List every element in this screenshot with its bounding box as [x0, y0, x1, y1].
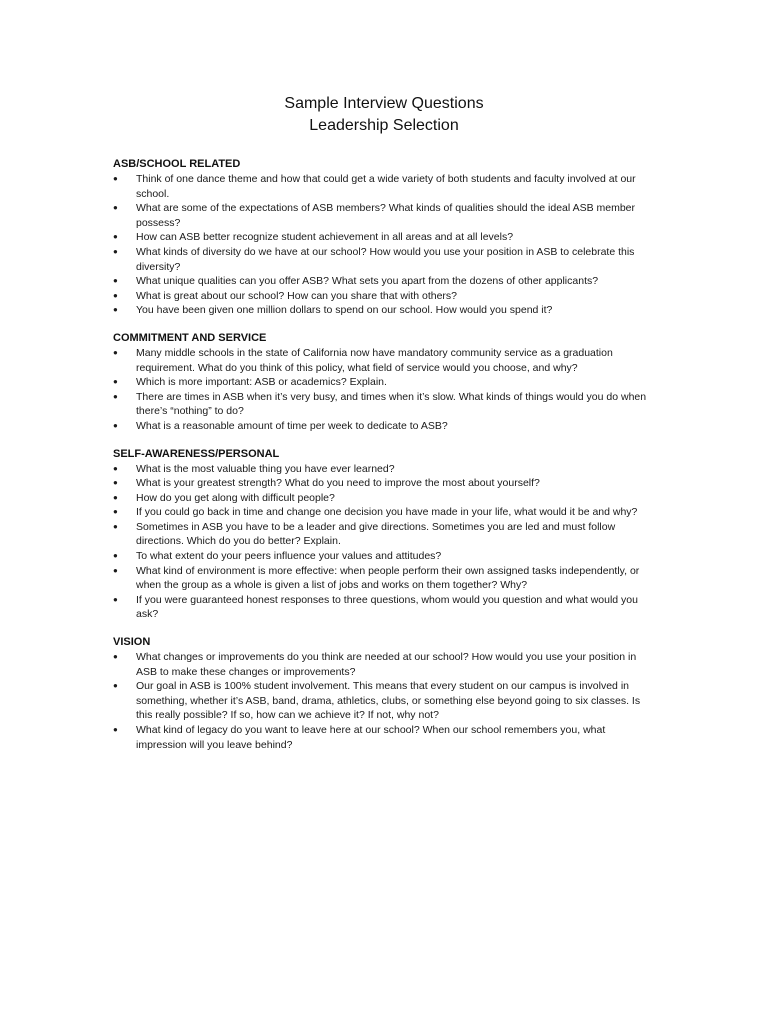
question-text: What is a reasonable amount of time per week to dedicate to ASB? — [136, 419, 448, 432]
question-text: What kind of legacy do you want to leave here at our school? When our school remembers you, what impression will you leave behind? — [136, 724, 606, 751]
question-text: Which is more important: ASB or academics? Explain. — [136, 376, 387, 389]
bullet-icon: ● — [113, 305, 118, 315]
question-text: How can ASB better recognize student achievement in all areas and at all levels? — [136, 231, 514, 244]
question-text: Many middle schools in the state of California now have mandatory community service as a graduation requirement. What do you think of this policy, what field of service would you choose, and why? — [136, 346, 613, 374]
question-text: What are some of the expectations of ASB members? What kinds of qualities should the ideal ASB member possess? — [136, 202, 636, 229]
section-heading: COMMITMENT AND SERVICE — [113, 331, 267, 344]
document-title: Sample Interview Questions — [284, 95, 484, 112]
bullet-icon: ● — [113, 478, 118, 488]
question-item — [113, 679, 658, 723]
question-text: If you were guaranteed honest responses to three questions, whom would you question and what would you ask? — [136, 593, 638, 621]
section-heading: ASB/SCHOOL RELATED — [113, 158, 241, 170]
bullet-icon: ● — [113, 565, 118, 575]
question-list — [113, 346, 658, 434]
question-item — [113, 289, 658, 304]
section-heading: SELF-AWARENESS/PERSONAL — [113, 447, 280, 460]
question-text: Think of one dance theme and how that could get a wide variety of both students and faculty involved at our school. — [136, 173, 636, 200]
question-item — [113, 549, 658, 564]
question-item — [113, 346, 658, 375]
document-subtitle: Leadership Selection — [309, 117, 459, 134]
question-text: Sometimes in ASB you have to be a leader and give directions. Sometimes you are led and must follow directions. Which do you do better? Explain. — [136, 520, 616, 548]
question-item — [113, 172, 658, 201]
question-item — [113, 505, 658, 520]
question-sections — [113, 157, 658, 765]
question-text: What is your greatest strength? What do you need to improve the most about yourself? — [136, 477, 540, 490]
bullet-icon: ● — [113, 463, 118, 473]
question-item — [113, 593, 658, 622]
question-section — [113, 331, 658, 434]
bullet-icon: ● — [113, 594, 118, 604]
bullet-icon: ● — [113, 290, 118, 300]
question-item — [113, 520, 658, 549]
question-item — [113, 390, 658, 419]
bullet-icon: ● — [113, 420, 118, 430]
question-item — [113, 245, 658, 274]
question-text: How do you get along with difficult people? — [136, 491, 335, 504]
question-section — [113, 635, 658, 752]
bullet-icon: ● — [113, 377, 118, 387]
question-item — [113, 723, 658, 752]
bullet-icon: ● — [113, 174, 118, 183]
bullet-icon: ● — [113, 521, 118, 531]
bullet-icon: ● — [113, 492, 118, 502]
section-heading: VISION — [113, 636, 151, 649]
question-list — [113, 172, 658, 318]
bullet-icon: ● — [113, 203, 118, 213]
question-text: To what extent do your peers influence your values and attitudes? — [136, 550, 442, 563]
question-text: There are times in ASB when it’s very busy, and times when it’s slow. What kinds of things would you do when there’s “nothing” to do? — [136, 390, 647, 418]
question-item — [113, 462, 658, 477]
question-item — [113, 491, 658, 506]
question-list — [113, 462, 658, 623]
question-list — [113, 650, 658, 752]
question-text: What kind of environment is more effective: when people perform their own assigned tasks independently, or when the group as a whole is given a list of jobs and works on them together? Why? — [136, 564, 640, 592]
question-item — [113, 650, 658, 679]
question-text: What is the most valuable thing you have ever learned? — [136, 462, 395, 475]
question-text: You have been given one million dollars to spend on our school. How would you spend it? — [136, 304, 553, 317]
bullet-icon: ● — [113, 551, 118, 561]
title-block — [0, 93, 768, 137]
bullet-icon: ● — [113, 725, 118, 734]
question-item — [113, 274, 658, 289]
question-text: What unique qualities can you offer ASB? What sets you apart from the dozens of other applicants? — [136, 275, 599, 288]
question-item — [113, 303, 658, 318]
bullet-icon: ● — [113, 391, 118, 401]
bullet-icon: ● — [113, 276, 118, 286]
bullet-icon: ● — [113, 507, 118, 517]
bullet-icon: ● — [113, 246, 118, 256]
question-text: What changes or improvements do you think are needed at our school? How would you use your position in ASB to make these changes or improvements? — [136, 651, 637, 678]
question-text: Our goal in ASB is 100% student involvement. This means that every student on our campus is involved in something, whether it’s ASB, band, drama, athletics, clubs, or something else beyond going to six classes. Is this really possible? If so, how can we achieve it? If not, why not? — [136, 680, 641, 722]
bullet-icon: ● — [113, 652, 118, 662]
question-text: What kinds of diversity do we have at our school? How would you use your position in ASB to celebrate this diversity? — [136, 245, 635, 273]
bullet-icon: ● — [113, 681, 118, 691]
question-text: If you could go back in time and change one decision you have made in your life, what would it be and why? — [136, 506, 638, 519]
question-section — [113, 157, 658, 318]
question-item — [113, 419, 658, 434]
question-item — [113, 201, 658, 230]
question-item — [113, 375, 658, 390]
question-item — [113, 564, 658, 593]
bullet-icon: ● — [113, 347, 118, 357]
bullet-icon: ● — [113, 232, 118, 242]
question-item — [113, 230, 658, 245]
question-item — [113, 476, 658, 491]
question-section — [113, 447, 658, 623]
question-text: What is great about our school? How can you share that with others? — [136, 289, 458, 302]
